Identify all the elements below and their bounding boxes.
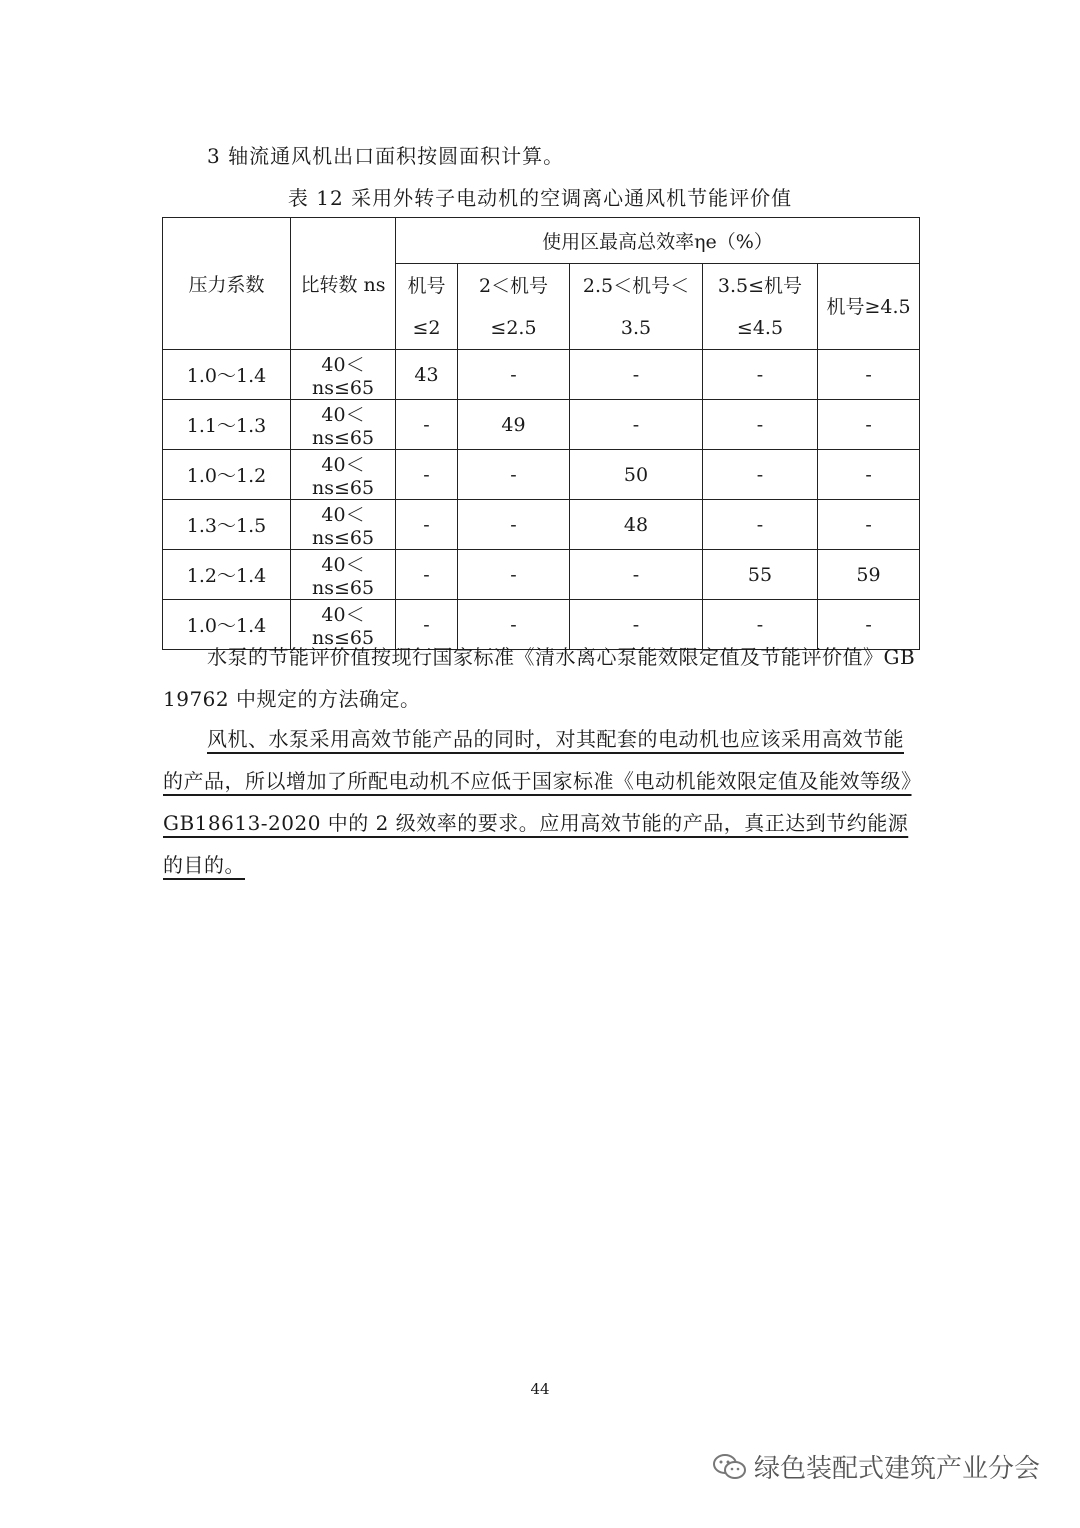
table-cell: - (458, 350, 570, 400)
paragraph-motor: 风机、水泵采用高效节能产品的同时，对其配套的电动机也应该采用高效节能的产品，所以增加了所配电动机不应低于国家标准《电动机能效限定值及能效等级》GB18613-2020 中的 2 级效率的要求。应用高效节能的产品，真正达到节约能源的目的。 (163, 727, 912, 877)
table-cell: - (703, 350, 818, 400)
table-cell: - (570, 550, 703, 600)
table-cell: 59 (818, 550, 920, 600)
table-cell: - (703, 400, 818, 450)
table-cell: - (818, 350, 920, 400)
table-cell: 55 (703, 550, 818, 600)
table-cell: 1.0～1.2 (163, 450, 291, 500)
table-cell: - (703, 600, 818, 650)
table-cell: 43 (396, 350, 458, 400)
table-cell: - (458, 500, 570, 550)
table-cell: - (570, 600, 703, 650)
table-cell: - (818, 450, 920, 500)
table-cell: 40＜ns≤65 (291, 550, 396, 600)
table-cell: 40＜ns≤65 (291, 600, 396, 650)
table-cell: 40＜ns≤65 (291, 350, 396, 400)
table-cell: - (458, 450, 570, 500)
table-cell: 40＜ns≤65 (291, 500, 396, 550)
page-number: 44 (530, 1380, 550, 1398)
table-cell: - (570, 350, 703, 400)
table-cell: 1.3～1.5 (163, 500, 291, 550)
table-cell: - (703, 450, 818, 500)
wechat-icon (712, 1452, 748, 1482)
table-cell: 1.0～1.4 (163, 600, 291, 650)
table-row (163, 350, 920, 400)
paragraph-pump: 水泵的节能评价值按现行国家标准《清水离心泵能效限定值及节能评价值》GB 19762 中规定的方法确定。 (163, 645, 916, 711)
table-cell: 40＜ns≤65 (291, 450, 396, 500)
table-cell: - (396, 400, 458, 450)
subheader-1: 机号 ≤2 (396, 264, 458, 350)
table-cell: 40＜ns≤65 (291, 400, 396, 450)
table-row (163, 450, 920, 500)
subheader-5: 机号≥4.5 (818, 264, 920, 350)
table-cell: - (396, 450, 458, 500)
header-pressure: 压力系数 (163, 218, 291, 350)
table-cell: - (818, 500, 920, 550)
table-row (163, 500, 920, 550)
watermark-text: 绿色装配式建筑产业分会 (754, 1454, 1041, 1484)
table-cell: - (818, 600, 920, 650)
section-note: 3 轴流通风机出口面积按圆面积计算。 (207, 144, 565, 168)
watermark (712, 1448, 1040, 1485)
table-cell: - (396, 550, 458, 600)
table-cell: 50 (570, 450, 703, 500)
table-cell: - (703, 500, 818, 550)
table-cell: - (458, 600, 570, 650)
header-efficiency-group: 使用区最高总效率ηe（%） (396, 218, 920, 264)
table-cell: - (396, 500, 458, 550)
subheader-2: 2＜机号 ≤2.5 (458, 264, 570, 350)
subheader-4: 3.5≤机号 ≤4.5 (703, 264, 818, 350)
table-cell: - (818, 400, 920, 450)
table-cell: - (396, 600, 458, 650)
table-cell: 49 (458, 400, 570, 450)
table-cell: - (570, 400, 703, 450)
subheader-3: 2.5＜机号＜ 3.5 (570, 264, 703, 350)
table-cell: 1.1～1.3 (163, 400, 291, 450)
table-row (163, 400, 920, 450)
table-cell: 48 (570, 500, 703, 550)
efficiency-table (162, 217, 920, 650)
header-ns: 比转数 ns (291, 218, 396, 350)
table-row (163, 550, 920, 600)
table-cell: 1.2～1.4 (163, 550, 291, 600)
table-cell: - (458, 550, 570, 600)
table-caption: 表 12 采用外转子电动机的空调离心通风机节能评价值 (287, 186, 793, 210)
table-cell: 1.0～1.4 (163, 350, 291, 400)
